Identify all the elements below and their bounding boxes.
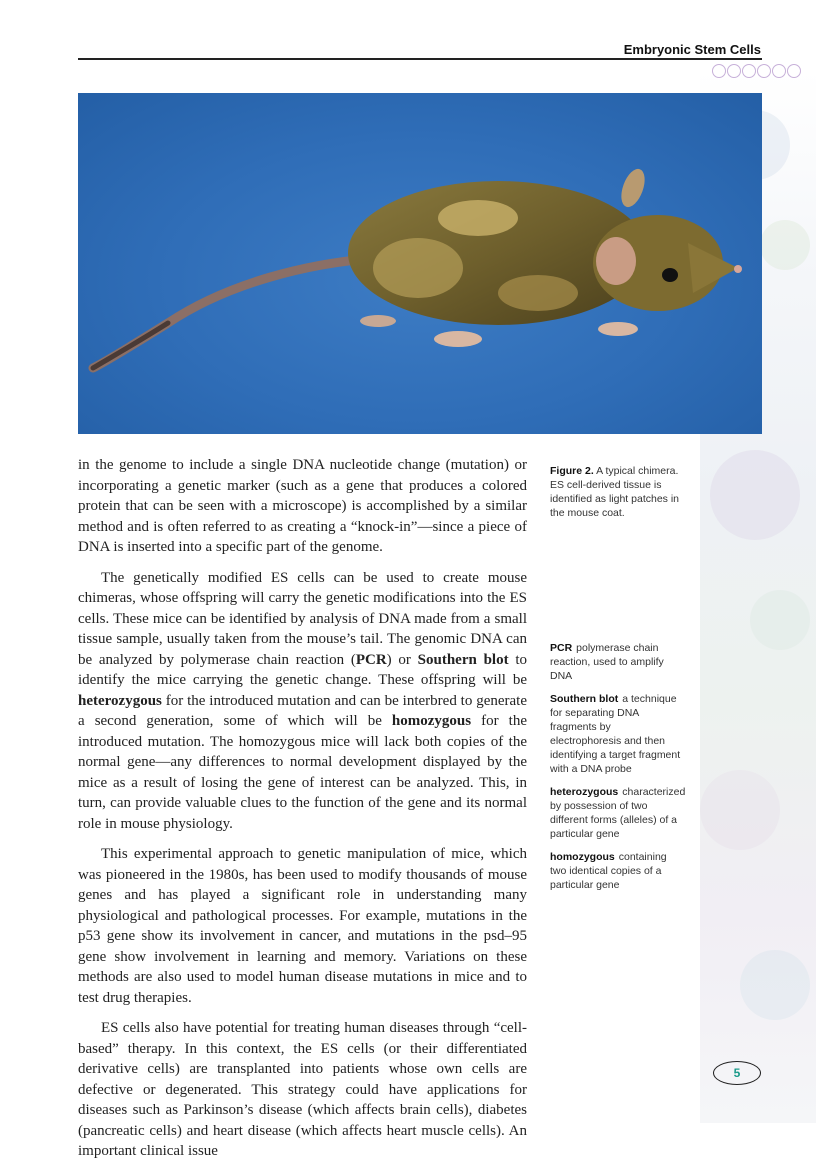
glossary-entry (550, 641, 682, 683)
paragraph-1: in the genome to include a single DNA nucleotide change (mutation) or incorporating a genetic marker (such as a gene that produces a colored protein that can be seen with a microscope) is accomplished by a similar method and is often referred to as creating a “knock-in”—since a piece of DNA is inserted into a specific part of the genome. (78, 457, 527, 555)
figure-caption (550, 464, 685, 520)
glossary-sidebar (550, 641, 686, 901)
paragraph-3: This experimental approach to genetic manipulation of mice, which was pioneered in the 1980s, has been used to modify thousands of mouse genes and has played a significant role in understanding many physiological and pathological processes. For example, mutations in the p53 gene show its involvement in cancer, and mutations in the psd–95 gene show involvement in learning and memory. Variations on these methods are also used to model human disease mutations in mice and to test drug therapies. (78, 846, 527, 1006)
glossary-definition: polymerase chain reaction, used to amplify DNA (550, 642, 664, 682)
header-rule (78, 58, 762, 60)
glossary-term: heterozygous (550, 786, 619, 798)
figure-label: Figure 2. (550, 465, 594, 477)
running-header-title: Embryonic Stem Cells (623, 42, 761, 57)
glossary-definition: containing two identical copies of a particular gene (550, 851, 667, 891)
glossary-definition: a technique for separating DNA fragments by electrophoresis and then identifying a target fragment with a DNA probe (550, 693, 681, 775)
term-heterozygous: heterozygous (78, 692, 162, 709)
glossary-entry (550, 850, 682, 892)
mouse-illustration (78, 93, 762, 434)
chimera-mouse-photo (78, 93, 762, 434)
glossary-definition: characterized by possession of two different forms (alleles) of a particular gene (550, 786, 686, 840)
glossary-term: PCR (550, 642, 573, 654)
paragraph-4: ES cells also have potential for treating human diseases through “cell-based” therapy. In this context, the ES cells (or their differentiated derivative cells) are transplanted into patients whose own cells are defective or degenerated. This strategy could have applications for diseases such as Parkinson’s disease (which affects brain cells), diabetes (pancreatic cells) and heart disease (which affects heart muscle cells). An important clinical issue (78, 1020, 527, 1159)
glossary-entry (550, 785, 686, 841)
term-homozygous: homozygous (391, 713, 472, 729)
term-southern-blot: Southern blot (417, 651, 509, 668)
glossary-term: homozygous (550, 851, 615, 863)
main-body-text (78, 455, 527, 1172)
glossary-entry (550, 692, 682, 776)
glossary-term: Southern blot (550, 693, 619, 705)
figure-caption-text: A typical chimera. ES cell-derived tissue is identified as light patches in the mouse coat. (550, 465, 679, 519)
page-number: 5 (713, 1061, 761, 1085)
paragraph-2: The genetically modified ES cells can be used to create mouse chimeras, whose offspring will carry the genetic modifications into the ES cells. These mice can be identified by analysis of DNA made from a small tissue sample, usually taken from the mouse’s tail. The genomic DNA can be analyzed by polymerase chain reaction (PCR) or Southern blot to identify the mice carrying the genetic change. These offspring will be heterozygous for the introduced mutation and can be interbred to generate a second generation, some of which will be homozygous for the introduced mutation. The homozygous mice will lack both copies of the normal gene—any differences to normal development displayed by the mice as a result of losing the gene of interest can be analyzed. This, in turn, can provide valuable clues to the function of the gene and its normal role in mouse physiology. (78, 569, 528, 832)
term-pcr: PCR (355, 651, 387, 668)
